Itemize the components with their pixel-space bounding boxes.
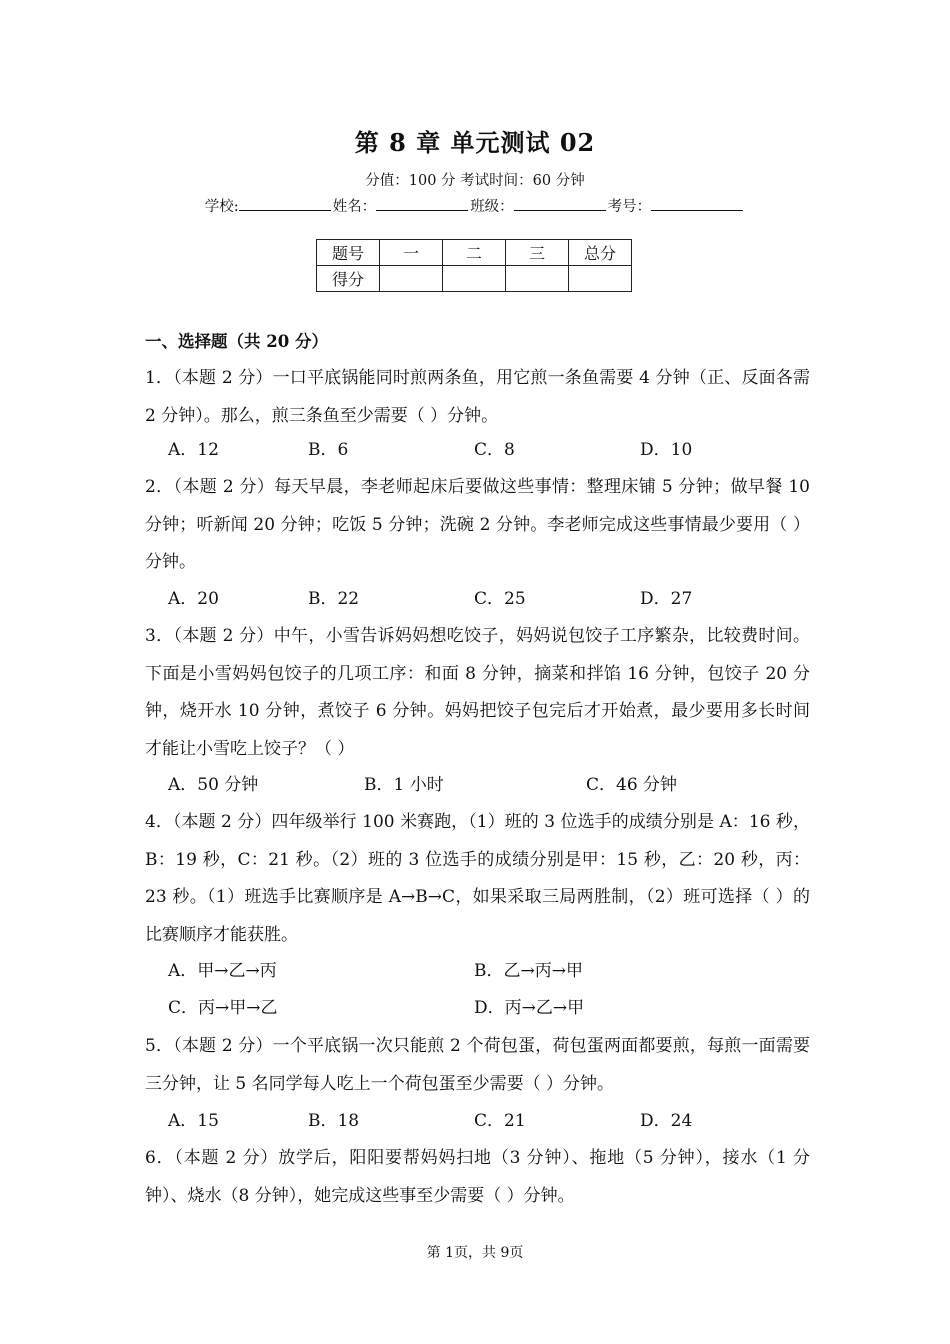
option-c: C．46 分钟: [586, 775, 678, 795]
score-table-cell: 一: [380, 240, 443, 266]
question-2: 2．（本题 2 分）每天早晨，李老师起床后要做这些事情：整理床铺 5 分钟；做早餐 10 分钟；听新闻 20 分钟；吃饭 5 分钟；洗碗 2 分钟。李老师完成这些事情最少要用（ ）分钟。: [145, 477, 810, 572]
score-table-score-row: [317, 266, 632, 292]
name-blank[interactable]: [376, 196, 468, 211]
score-table-cell: 总分: [569, 240, 632, 266]
page-title: 第 8 章 单元测试 02: [354, 128, 596, 157]
class-blank[interactable]: [514, 196, 606, 211]
option-c: C．25: [474, 589, 526, 609]
score-table-cell: 三: [506, 240, 569, 266]
score-table-cell: 题号: [317, 240, 380, 266]
question-4: 4．（本题 2 分）四年级举行 100 米赛跑，（1）班的 3 位选手的成绩分别是 A：16 秒，B：19 秒，C：21 秒。（2）班的 3 位选手的成绩分别是甲：15 秒，乙：20 秒，丙：23 秒。（1）班选手比赛顺序是 A→B→C，如果采取三局两胜制，（2）班可选择（ ）的比赛顺序才能获胜。: [145, 812, 810, 945]
option-d: D．10: [640, 440, 693, 460]
score-input-cell[interactable]: [380, 266, 443, 292]
option-a: A．甲→乙→丙: [168, 961, 277, 981]
option-b: B．18: [308, 1111, 360, 1131]
question-6: 6．（本题 2 分）放学后，阳阳要帮妈妈扫地（3 分钟）、拖地（5 分钟），接水（1 分钟）、烧水（8 分钟），她完成这些事至少需要（ ）分钟。: [145, 1148, 810, 1206]
name-label: 姓名：: [332, 199, 377, 215]
school-label: 学校:: [204, 199, 239, 215]
section-heading: 一、选择题（共 20 分）: [145, 332, 328, 351]
option-a: A．12: [168, 440, 219, 460]
question-5: 5．（本题 2 分）一个平底锅一次只能煎 2 个荷包蛋，荷包蛋两面都要煎，每煎一面需要三分钟，让 5 名同学每人吃上一个荷包蛋至少需要（ ）分钟。: [145, 1036, 810, 1094]
score-table-cell: 二: [443, 240, 506, 266]
option-c: C．8: [474, 440, 515, 460]
option-b: B．22: [308, 589, 360, 609]
score-input-cell[interactable]: [506, 266, 569, 292]
question-3: 3．（本题 2 分）中午，小雪告诉妈妈想吃饺子，妈妈说包饺子工序繁杂，比较费时间。下面是小雪妈妈包饺子的几项工序：和面 8 分钟，摘菜和拌馅 16 分钟，包饺子 20 分钟，烧开水 10 分钟，煮饺子 6 分钟。妈妈把饺子包完后才开始煮，最少要用多长时间才能让小雪吃上饺子？（ ）: [145, 626, 810, 759]
option-b: B．乙→丙→甲: [474, 961, 583, 981]
option-b: B．1 小时: [364, 775, 444, 795]
exam-meta: 分值：100 分 考试时间：60 分钟: [365, 173, 585, 189]
score-table-cell: 得分: [317, 266, 380, 292]
option-c: C．21: [474, 1111, 526, 1131]
question-1: 1．（本题 2 分）一口平底锅能同时煎两条鱼，用它煎一条鱼需要 4 分钟（正、反面各需 2 分钟）。那么，煎三条鱼至少需要（ ）分钟。: [145, 368, 810, 426]
option-d: D．24: [640, 1111, 693, 1131]
score-input-cell[interactable]: [569, 266, 632, 292]
option-d: D．丙→乙→甲: [474, 998, 585, 1018]
option-b: B．6: [308, 440, 349, 460]
score-table: [316, 239, 632, 292]
score-table-header-row: [317, 240, 632, 266]
number-label: 考号：: [607, 199, 652, 215]
student-info-line: [0, 195, 950, 216]
number-blank[interactable]: [651, 196, 743, 211]
class-label: 班级：: [470, 199, 514, 215]
option-a: A．15: [168, 1111, 219, 1131]
page-footer: 第 1页，共 9页: [426, 1245, 524, 1261]
option-a: A．50 分钟: [168, 775, 259, 795]
option-c: C．丙→甲→乙: [168, 998, 278, 1018]
option-d: D．27: [640, 589, 693, 609]
score-input-cell[interactable]: [443, 266, 506, 292]
school-blank[interactable]: [239, 196, 331, 211]
option-a: A．20: [168, 589, 219, 609]
